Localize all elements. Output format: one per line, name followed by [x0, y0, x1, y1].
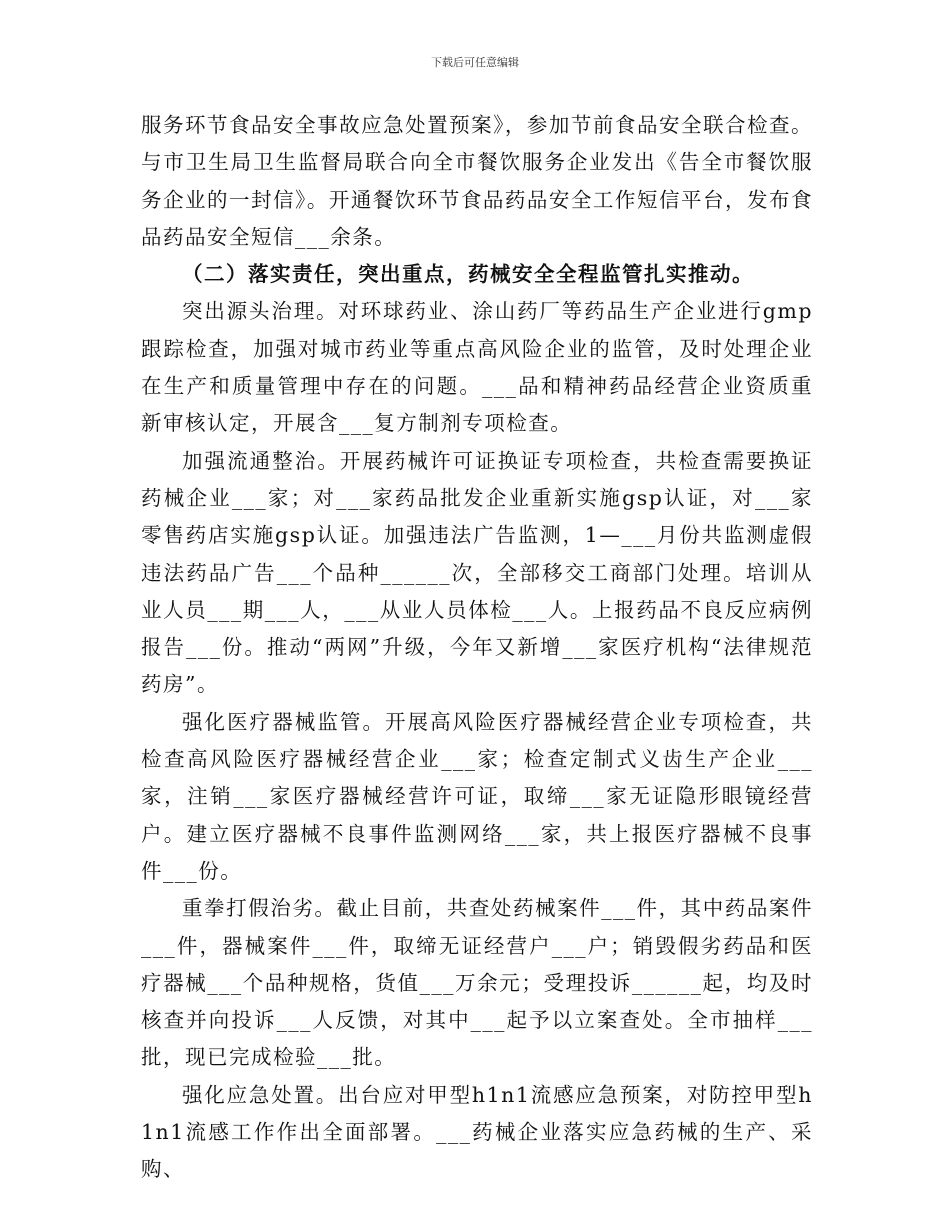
document-body: [141, 107, 813, 1189]
paragraph-counterfeit-crackdown: 重拳打假治劣。截止目前，共查处药械案件___件，其中药品案件___件，器械案件___件，取缔无证经营户___户；销毁假劣药品和医疗器械___个品种规格，货值___万余元；受理投诉______起，均及时核查并向投诉___人反馈，对其中___起予以立案查处。全市抽样___批，现已完成检验___批。: [141, 896, 813, 1070]
paragraph-medical-device-supervision: 强化医疗器械监管。开展高风险医疗器械经营企业专项检查，共检查高风险医疗器械经营企业___家；检查定制式义齿生产企业___家，注销___家医疗器械经营许可证，取缔___家无证隐形眼镜经营户。建立医疗器械不良事件监测网络___家，共上报医疗器械不良事件___份。: [141, 709, 813, 883]
paragraph-food-safety-continuation: 服务环节食品安全事故应急处置预案》，参加节前食品安全联合检查。与市卫生局卫生监督局联合向全市餐饮服务企业发出《告全市餐饮服务企业的一封信》。开通餐饮环节食品药品安全工作短信平台，发布食品药品安全短信___余条。: [141, 113, 813, 249]
paragraph-emergency-response: 强化应急处置。出台应对甲型h1n1流感应急预案，对防控甲型h1n1流感工作作出全面部署。___药械企业落实应急药械的生产、采购、: [141, 1082, 813, 1182]
paragraph-circulation-rectification: 加强流通整治。开展药械许可证换证专项检查，共检查需要换证药械企业___家；对___家药品批发企业重新实施gsp认证，对___家零售药店实施gsp认证。加强违法广告监测，1—___月份共监测虚假违法药品广告___个品种______次，全部移交工商部门处理。培训从业人员___期___人，___从业人员体检___人。上报药品不良反应病例报告___份。推动“两网”升级，今年又新增___家医疗机构“法律规范药房”。: [141, 448, 813, 697]
page-header-note: 下载后可任意编辑: [431, 56, 519, 69]
paragraph-source-governance: 突出源头治理。对环球药业、涂山药厂等药品生产企业进行gmp跟踪检查，加强对城市药业等重点高风险企业的监管，及时处理企业在生产和质量管理中存在的问题。___品和精神药品经营企业资质重新审核认定，开展含___复方制剂专项检查。: [141, 299, 813, 436]
section-heading-drug-device-safety: （二）落实责任，突出重点，药械安全全程监管扎实推动。: [182, 262, 754, 287]
